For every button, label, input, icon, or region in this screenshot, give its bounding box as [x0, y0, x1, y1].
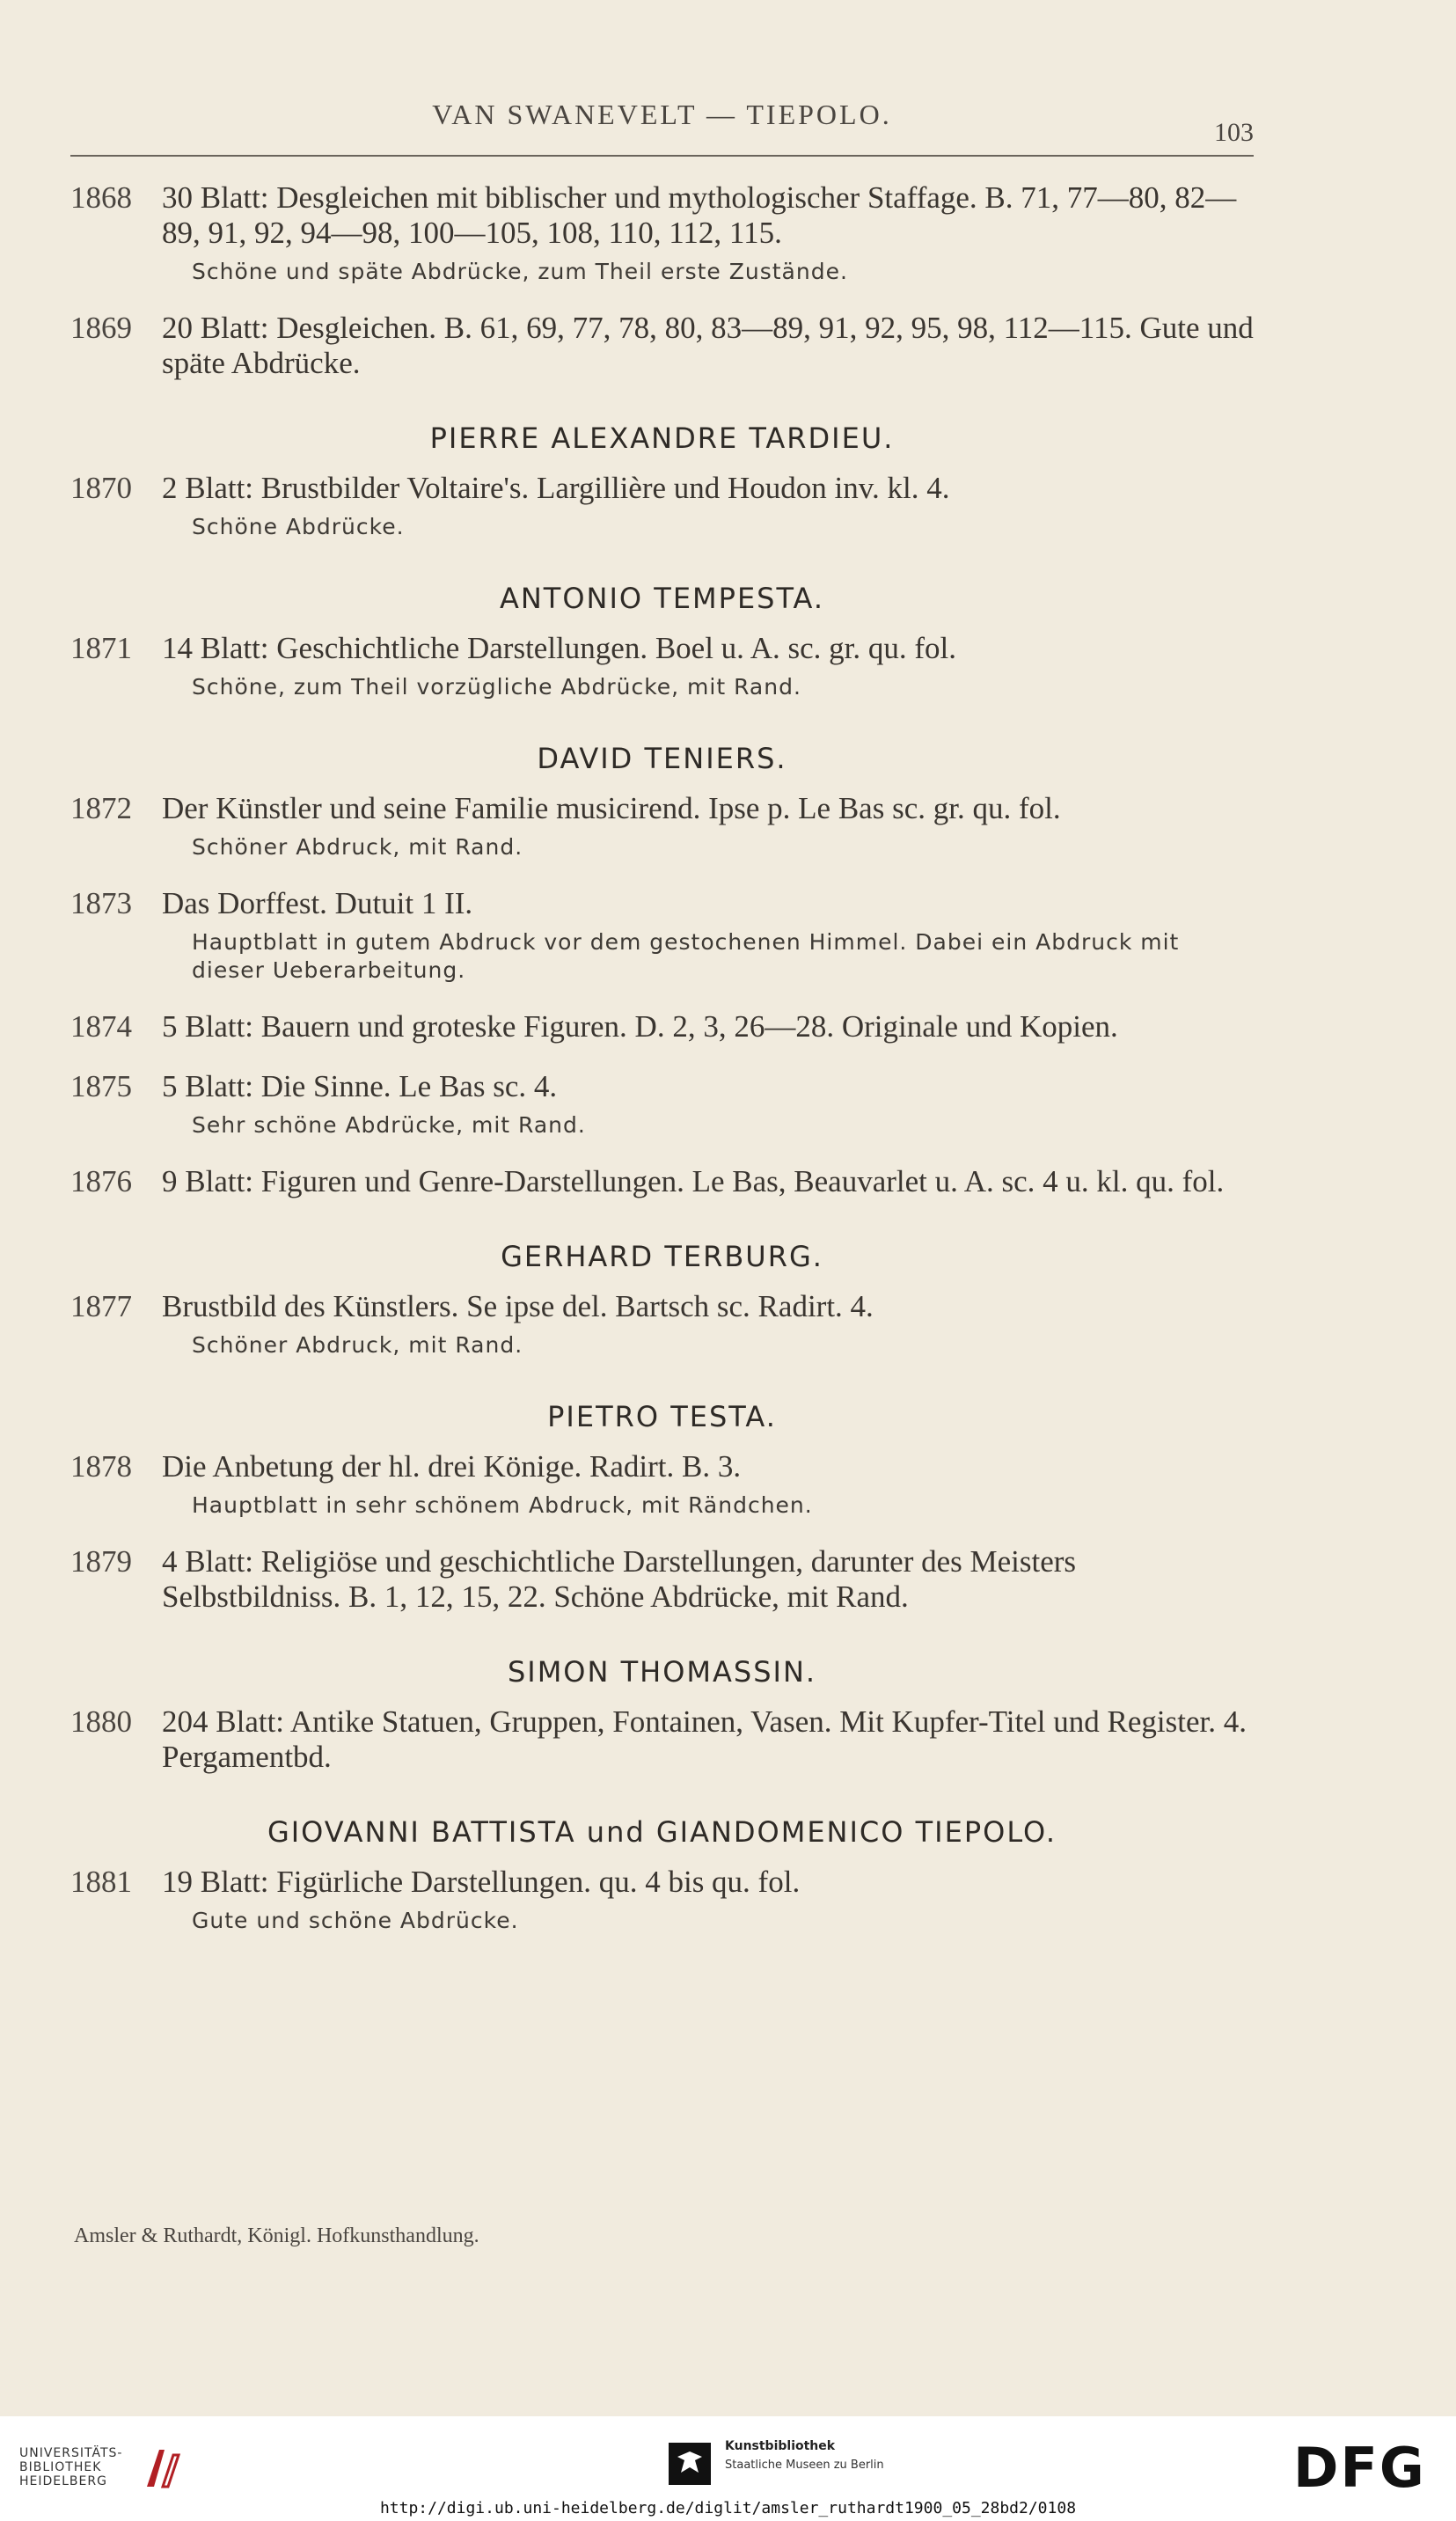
lot-description: 20 Blatt: Desgleichen. B. 61, 69, 77, 78, 80, 83—89, 91, 92, 95, 98, 112—115. Gute und späte Abdrücke. — [162, 311, 1254, 380]
artist-heading: SIMON THOMASSIN. — [507, 1655, 817, 1689]
digitization-bar — [0, 2416, 1456, 2521]
catalogue-entry — [70, 1544, 1254, 1615]
catalogue-entry — [70, 1164, 1254, 1199]
condition-note: Hauptblatt in gutem Abdruck vor dem gestochenen Himmel. Dabei ein Abdruck mit dieser Ueberarbeitung. — [192, 929, 1180, 983]
catalogue-entry — [70, 1704, 1254, 1775]
ub-heidelberg-logo[interactable] — [19, 2443, 187, 2490]
entries-block — [70, 1289, 1254, 1359]
lot-description: 14 Blatt: Geschichtliche Darstellungen. Boel u. A. sc. gr. qu. fol. — [162, 631, 957, 665]
ub-heidelberg-logo-text: UNIVERSITÄTS- BIBLIOTHEK HEIDELBERG — [19, 2446, 123, 2488]
condition-note: Schöne und späte Abdrücke, zum Theil erste Zustände. — [192, 259, 848, 284]
lot-description: 30 Blatt: Desgleichen mit biblischer und mythologischer Staffage. B. 71, 77—80, 82—89, 91, 92, 94—98, 100—105, 108, 110, 112, 115. — [162, 180, 1237, 250]
catalogue-entry — [70, 631, 1254, 701]
catalogue-entry — [70, 1009, 1254, 1044]
artist-heading: DAVID TENIERS. — [537, 742, 787, 775]
catalogue-entry — [70, 1289, 1254, 1359]
entries-block — [70, 1865, 1254, 1935]
lot-description: 9 Blatt: Figuren und Genre-Darstellungen. Le Bas, Beauvarlet u. A. sc. 4 u. kl. qu. fol. — [162, 1164, 1225, 1198]
lot-number: 1877 — [70, 1289, 132, 1323]
catalogue-content — [70, 180, 1254, 1960]
lot-number: 1879 — [70, 1544, 132, 1579]
entries-block — [70, 180, 1254, 381]
lot-description: 5 Blatt: Bauern und groteske Figuren. D. 2, 3, 26—28. Originale und Kopien. — [162, 1009, 1118, 1044]
artist-heading: PIERRE ALEXANDRE TARDIEU. — [429, 421, 895, 455]
catalogue-entry — [70, 180, 1254, 286]
catalogue-entry — [70, 1865, 1254, 1935]
lot-number: 1876 — [70, 1164, 132, 1198]
running-header — [70, 99, 1254, 157]
lot-description: 4 Blatt: Religiöse und geschichtliche Darstellungen, darunter des Meisters Selbstbildniss. B. 1, 12, 15, 22. Schöne Abdrücke, mit Rand. — [162, 1544, 1077, 1614]
catalogue-entry — [70, 1069, 1254, 1140]
catalogue-entry — [70, 471, 1254, 541]
lot-description: 5 Blatt: Die Sinne. Le Bas sc. 4. — [162, 1069, 558, 1103]
kunstbibliothek-logo[interactable] — [669, 2436, 915, 2488]
condition-note: Sehr schöne Abdrücke, mit Rand. — [192, 1112, 586, 1138]
lot-number: 1875 — [70, 1069, 132, 1103]
lot-description: Die Anbetung der hl. drei Könige. Radirt. B. 3. — [162, 1449, 742, 1484]
artist-heading: ANTONIO TEMPESTA. — [499, 582, 825, 615]
lot-description: 204 Blatt: Antike Statuen, Gruppen, Fontainen, Vasen. Mit Kupfer-Titel und Register. 4. Pergamentbd. — [162, 1704, 1247, 1774]
kunstbibliothek-name: Kunstbibliothek — [725, 2439, 836, 2453]
library-emblem-icon — [138, 2443, 191, 2495]
lot-number: 1871 — [70, 631, 132, 665]
lot-number: 1868 — [70, 180, 132, 215]
dfg-logo[interactable]: DFG — [1293, 2436, 1426, 2500]
header-title: VAN SWANEVELT — TIEPOLO. — [432, 99, 892, 130]
artist-heading: GIOVANNI BATTISTA und GIANDOMENICO TIEPOLO. — [267, 1815, 1057, 1849]
lot-number: 1872 — [70, 791, 132, 825]
lot-description: Der Künstler und seine Familie musicirend. Ipse p. Le Bas sc. gr. qu. fol. — [162, 791, 1061, 825]
condition-note: Gute und schöne Abdrücke. — [192, 1908, 519, 1933]
lot-description: Das Dorffest. Dutuit 1 II. — [162, 886, 473, 920]
lot-number: 1873 — [70, 886, 132, 920]
lot-number: 1874 — [70, 1009, 132, 1044]
lot-number: 1869 — [70, 311, 132, 345]
lot-description: Brustbild des Künstlers. Se ipse del. Bartsch sc. Radirt. 4. — [162, 1289, 874, 1323]
publisher-note: Amsler & Ruthardt, Königl. Hofkunsthandlung. — [74, 2224, 479, 2247]
condition-note: Schöne, zum Theil vorzügliche Abdrücke, mit Rand. — [192, 674, 801, 700]
entries-block — [70, 1704, 1254, 1775]
lot-number: 1881 — [70, 1865, 132, 1899]
lot-number: 1870 — [70, 471, 132, 505]
lot-description: 19 Blatt: Figürliche Darstellungen. qu. 4 bis qu. fol. — [162, 1865, 801, 1899]
artist-heading: GERHARD TERBURG. — [501, 1240, 823, 1273]
entries-block — [70, 791, 1254, 1199]
condition-note: Schöner Abdruck, mit Rand. — [192, 834, 523, 860]
museum-eagle-icon — [669, 2443, 711, 2485]
lot-description: 2 Blatt: Brustbilder Voltaire's. Largillière und Houdon inv. kl. 4. — [162, 471, 950, 505]
lot-number: 1880 — [70, 1704, 132, 1739]
catalogue-entry — [70, 1449, 1254, 1520]
entries-block — [70, 631, 1254, 701]
lot-number: 1878 — [70, 1449, 132, 1484]
page-number: 103 — [1214, 118, 1254, 147]
catalogue-entry — [70, 791, 1254, 861]
catalogue-entry — [70, 886, 1254, 985]
catalogue-entry — [70, 311, 1254, 381]
condition-note: Schöner Abdruck, mit Rand. — [192, 1332, 523, 1358]
entries-block — [70, 1449, 1254, 1615]
kunstbibliothek-sub: Staatliche Museen zu Berlin — [725, 2459, 884, 2472]
entries-block — [70, 471, 1254, 541]
condition-note: Hauptblatt in sehr schönem Abdruck, mit Rändchen. — [192, 1492, 813, 1518]
condition-note: Schöne Abdrücke. — [192, 514, 405, 539]
permalink-url[interactable]: http://digi.ub.uni-heidelberg.de/diglit/amsler_ruthardt1900_05_28bd2/0108 — [379, 2499, 1077, 2517]
artist-heading: PIETRO TESTA. — [547, 1400, 777, 1433]
